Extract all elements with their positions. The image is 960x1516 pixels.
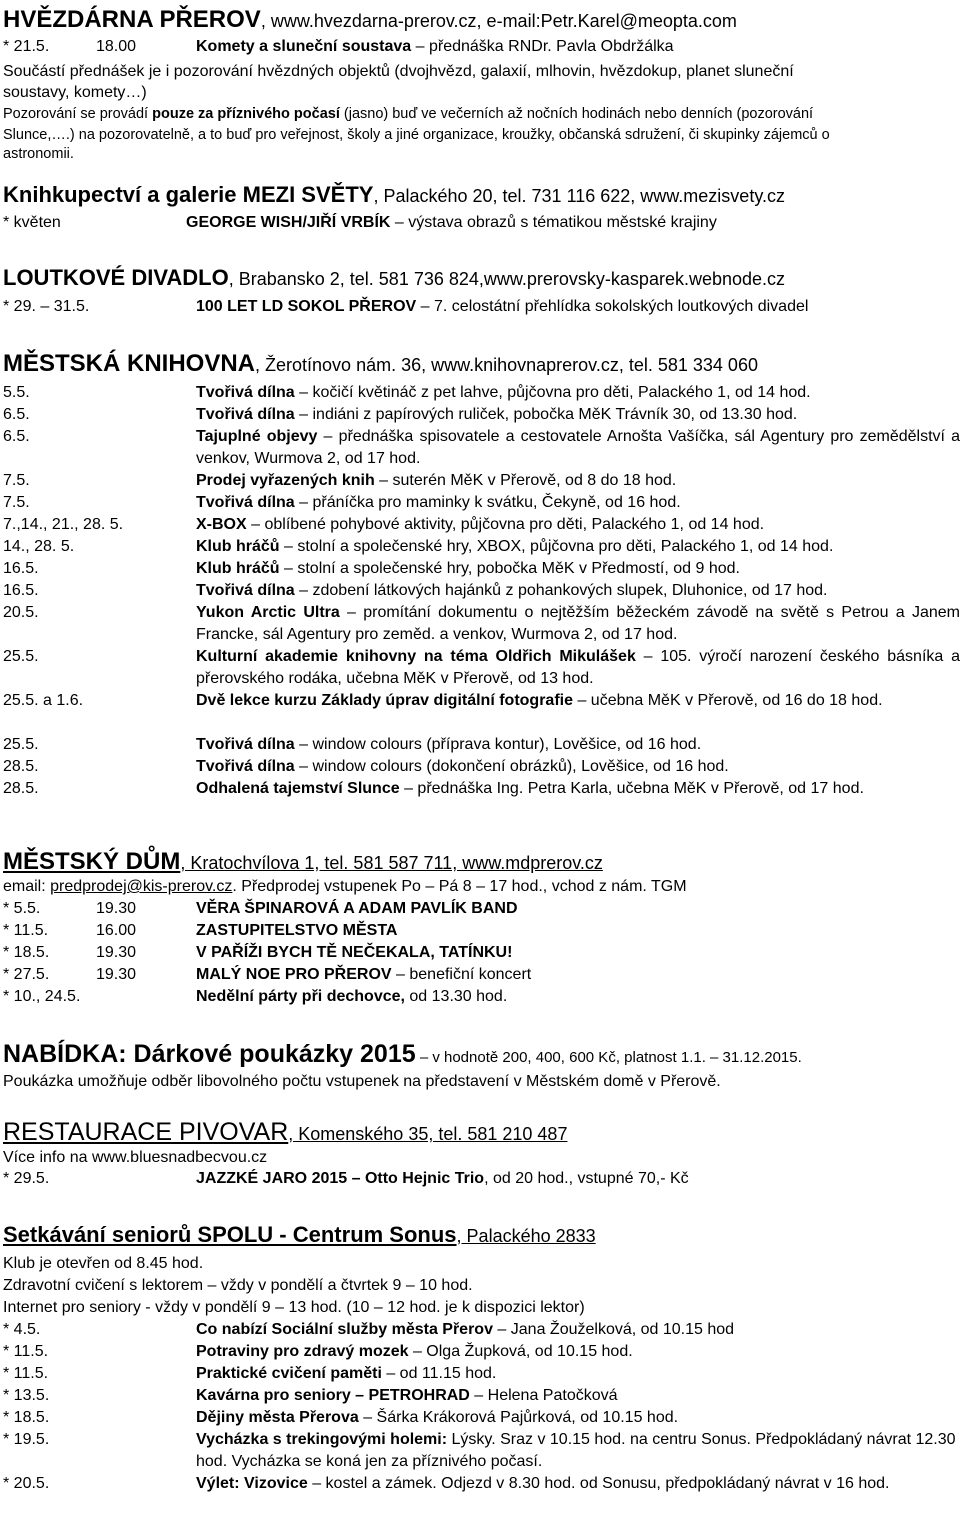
hvezdarna-line6: astronomii. xyxy=(3,146,74,162)
event-desc: – kočičí květináč z pet lahve, půjčovna pro děti, Palackého 1, od 14 hod. xyxy=(294,384,811,401)
event-title: Tvořivá dílna xyxy=(196,758,295,775)
event-date: 6.5. xyxy=(3,406,30,423)
event-text xyxy=(196,492,960,514)
spolu-name: Setkávání seniorů SPOLU - Centrum Sonus xyxy=(3,1222,457,1247)
event-text xyxy=(196,1385,960,1407)
event-time: 19.30 xyxy=(96,944,137,961)
event-title: Praktické cvičení paměti xyxy=(196,1365,382,1382)
hvezdarna-line2: Součástí přednášek je i pozorování hvězdných objektů (dvojhvězd, galaxií, mlhovin, hvězdokup, planet sluneční xyxy=(3,63,794,80)
event-desc: – 7. celostátní přehlídka sokolských loutkových divadel xyxy=(420,298,809,315)
event-title: X-BOX xyxy=(196,516,247,533)
event-date: 28.5. xyxy=(3,780,39,797)
event-title: Odhalená tajemství Slunce xyxy=(196,780,400,797)
event-date: 28.5. xyxy=(3,758,39,775)
nabidka-title: NABÍDKA: Dárkové poukázky 2015 xyxy=(3,1040,416,1068)
event-text xyxy=(196,514,960,536)
dum-contact: , Kratochvílova 1, tel. 581 587 711, www.mdprerov.cz xyxy=(180,853,603,873)
event-desc: – Olga Župková, od 10.15 hod. xyxy=(408,1343,633,1360)
event-text xyxy=(196,404,960,426)
list-item xyxy=(0,780,960,824)
restaurace-info: Více info na www.bluesnadbecvou.cz xyxy=(3,1149,268,1166)
event-text xyxy=(196,1319,960,1341)
event-title: Klub hráčů xyxy=(196,538,280,555)
dum-name: MĚSTSKÝ DŮM xyxy=(3,848,181,875)
list-item xyxy=(0,604,960,648)
dum-email-line: email: predprodej@kis-prerov.cz. Předprodej vstupenek Po – Pá 8 – 17 hod., vchod z nám. TGM xyxy=(3,878,687,895)
event-date: * 11.5. xyxy=(3,1343,49,1360)
list-item xyxy=(0,516,960,538)
event-desc: – window colours (dokončení obrázků), Lověšice, od 16 hod. xyxy=(294,758,729,775)
loutkove-name: LOUTKOVÉ DIVADLO xyxy=(3,265,229,290)
knihovna-name: MĚSTSKÁ KNIHOVNA xyxy=(3,350,256,377)
event-text xyxy=(196,580,960,602)
event-time: 19.30 xyxy=(96,900,137,917)
event-title: Prodej vyřazených knih xyxy=(196,472,375,489)
loutkove-contact: , Brabansko 2, tel. 581 736 824,www.prerovsky-kasparek.webnode.cz xyxy=(228,269,786,289)
event-date: 16.5. xyxy=(3,560,39,577)
event-date: * 11.5. xyxy=(3,1365,49,1382)
list-item xyxy=(0,1365,960,1385)
event-date: * 20.5. xyxy=(3,1475,50,1492)
event-text xyxy=(196,1407,960,1429)
event-desc: – kostel a zámek. Odjezd v 8.30 hod. od Sonusu, předpokládaný návrat v 16 hod. xyxy=(307,1475,890,1492)
event-title: 100 LET LD SOKOL PŘEROV xyxy=(196,298,417,315)
event-text xyxy=(196,646,960,690)
event-date: * 19.5. xyxy=(3,1431,50,1448)
hvezdarna-line3: soustavy, komety…) xyxy=(3,84,147,101)
event-text xyxy=(196,558,960,580)
event-date: * 21.5. xyxy=(3,38,50,55)
event-date: * květen xyxy=(3,214,61,231)
event-date: * 18.5. xyxy=(3,1409,50,1426)
dum-heading xyxy=(3,848,603,876)
event-time: 18.00 xyxy=(96,38,137,55)
event-title: Klub hráčů xyxy=(196,560,280,577)
event-desc: – stolní a společenské hry, pobočka MěK v Předmostí, od 9 hod. xyxy=(279,560,740,577)
list-item xyxy=(0,944,960,964)
event-desc: Lýsky. Sraz v 10.15 hod. na centru Sonus. Předpokládaný návrat 12.30 hod. Vycházka se koná jen za příznivého počasí. xyxy=(196,1431,956,1470)
event-title: Dvě lekce kurzu Základy úprav digitální fotografie xyxy=(196,692,573,709)
event-title: Nedělní párty při dechovce, xyxy=(196,988,405,1005)
list-item xyxy=(0,922,960,942)
list-item xyxy=(0,560,960,582)
event-date: 7.5. xyxy=(3,494,30,511)
event-date: * 5.5. xyxy=(3,900,41,917)
event-date: 20.5. xyxy=(3,604,39,621)
list-item xyxy=(0,1431,960,1470)
event-text xyxy=(196,966,531,984)
list-item xyxy=(0,1409,960,1429)
list-item xyxy=(0,648,960,692)
info-line: Klub je otevřen od 8.45 hod. xyxy=(3,1255,204,1272)
hvezdarna-line5: Slunce,….) na pozorovatelně, a to buď pro veřejnost, školy a jiné organizace, kroužky, občanská sdružení, či skupinky zájemců o xyxy=(3,127,830,143)
event-text xyxy=(196,382,960,404)
restaurace-contact: , Komenského 35, tel. 581 210 487 xyxy=(288,1124,568,1144)
event-desc: – suterén MěK v Přerově, od 8 do 18 hod. xyxy=(374,472,677,489)
event-text xyxy=(196,536,960,558)
nabidka-heading xyxy=(3,1040,802,1069)
event-date: 16.5. xyxy=(3,582,39,599)
loutkove-heading xyxy=(3,265,785,291)
event-date: * 27.5. xyxy=(3,966,50,983)
dum-email-link[interactable]: predprodej@kis-prerov.cz xyxy=(50,878,233,895)
event-title: Tvořivá dílna xyxy=(196,736,295,753)
list-item xyxy=(0,966,960,986)
list-item xyxy=(0,384,960,406)
event-title: Potraviny pro zdravý mozek xyxy=(196,1343,409,1360)
event-date: 7.5. xyxy=(3,472,30,489)
hvezdarna-heading xyxy=(3,6,737,34)
event-text xyxy=(196,1341,960,1363)
event-title: JAZZKÉ JARO 2015 – Otto Hejnic Trio xyxy=(196,1170,485,1187)
event-text xyxy=(196,470,960,492)
hvezdarna-contact: , www.hvezdarna-prerov.cz, e-mail:Petr.Karel@meopta.com xyxy=(260,11,737,31)
event-title: Vycházka s trekingovými holemi: xyxy=(196,1431,448,1448)
list-item xyxy=(0,1321,960,1341)
list-item xyxy=(0,428,960,472)
event-date: 25.5. xyxy=(3,648,39,665)
event-title: V PAŘÍŽI BYCH TĚ NEČEKALA, TATÍNKU! xyxy=(196,944,513,961)
event-date: 5.5. xyxy=(3,384,30,401)
nabidka-line2: Poukázka umožňuje odběr libovolného počtu vstupenek na představení v Městském domě v Přerově. xyxy=(3,1073,721,1090)
event-desc: – Jana Žouželková, od 10.15 hod xyxy=(492,1321,735,1338)
spolu-heading xyxy=(3,1222,596,1248)
event-text xyxy=(196,426,960,470)
event-title: Co nabízí Sociální služby města Přerov xyxy=(196,1321,493,1338)
event-desc: – window colours (příprava kontur), Lověšice, od 16 hod. xyxy=(294,736,702,753)
event-title: Tvořivá dílna xyxy=(196,406,295,423)
list-item xyxy=(0,406,960,428)
event-title: Tvořivá dílna xyxy=(196,494,295,511)
list-item xyxy=(0,758,960,780)
restaurace-event xyxy=(0,1170,960,1190)
mezi-event xyxy=(0,214,960,234)
event-title: Kavárna pro seniory – PETROHRAD xyxy=(196,1387,470,1404)
event-time: 16.00 xyxy=(96,922,137,939)
event-text xyxy=(196,778,960,800)
list-item xyxy=(0,582,960,604)
info-line: Internet pro seniory - vždy v pondělí 9 – 13 hod. (10 – 12 hod. je k dispozici lektor) xyxy=(3,1299,585,1316)
event-text xyxy=(196,900,518,918)
event-desc: – indiáni z papírových ruliček, pobočka MěK Trávník 30, od 13.30 hod. xyxy=(294,406,798,423)
event-desc: – stolní a společenské hry, XBOX, půjčovna pro děti, Palackého 1, od 14 hod. xyxy=(279,538,834,555)
event-title: Tvořivá dílna xyxy=(196,582,295,599)
event-desc: – Šárka Krákorová Pajůrková, od 10.15 hod. xyxy=(358,1409,679,1426)
spolu-contact: , Palackého 2833 xyxy=(456,1226,596,1246)
event-date: 7.,14., 21., 28. 5. xyxy=(3,516,124,533)
hvezdarna-name: HVĚZDÁRNA PŘEROV xyxy=(3,6,261,33)
event-desc: od 13.30 hod. xyxy=(404,988,508,1005)
mezi-heading xyxy=(3,182,785,208)
loutkove-event xyxy=(0,298,960,318)
event-text xyxy=(196,756,960,778)
event-date: 25.5. a 1.6. xyxy=(3,692,84,709)
mezi-name: Knihkupectví a galerie MEZI SVĚTY xyxy=(3,182,374,207)
event-time: 19.30 xyxy=(96,966,137,983)
event-desc: – zdobení látkových hajánků z pohankových slupek, Dluhonice, od 17 hod. xyxy=(294,582,828,599)
event-date: * 13.5. xyxy=(3,1387,50,1404)
list-item xyxy=(0,538,960,560)
list-item xyxy=(0,900,960,920)
event-date: * 10., 24.5. xyxy=(3,988,81,1005)
event-text xyxy=(196,1363,960,1385)
event-text xyxy=(196,690,960,712)
event-date: 14., 28. 5. xyxy=(3,538,75,555)
event-text xyxy=(196,734,960,756)
event-date: * 18.5. xyxy=(3,944,50,961)
event-title: VĚRA ŠPINAROVÁ A ADAM PAVLÍK BAND xyxy=(196,900,518,917)
list-item xyxy=(0,736,960,758)
event-title: MALÝ NOE PRO PŘEROV xyxy=(196,966,392,983)
event-desc: – přednáška RNDr. Pavla Obdržálka xyxy=(415,38,674,55)
knihovna-contact: , Žerotínovo nám. 36, www.knihovnaprerov.cz, tel. 581 334 060 xyxy=(255,355,758,375)
event-title: ZASTUPITELSTVO MĚSTA xyxy=(196,922,398,939)
event-text xyxy=(196,944,512,962)
event-date: * 29. – 31.5. xyxy=(3,298,90,315)
knihovna-heading xyxy=(3,350,758,378)
restaurace-name: RESTAURACE PIVOVAR xyxy=(3,1118,289,1146)
mezi-contact: , Palackého 20, tel. 731 116 622, www.mezisvety.cz xyxy=(373,186,785,206)
event-date: * 11.5. xyxy=(3,922,49,939)
event-desc: – promítání dokumentu o nejtěžším běžeckém závodě na světě s Petrou a Janem Francke, sál Agentury pro zeměd. a venkov, Wurmova 2, od 17 hod. xyxy=(196,604,960,643)
event-title: Yukon Arctic Ultra xyxy=(196,604,340,621)
nabidka-desc: – v hodnotě 200, 400, 600 Kč, platnost 1.1. – 31.12.2015. xyxy=(415,1049,802,1066)
event-date: 6.5. xyxy=(3,428,30,445)
event-desc: – výstava obrazů s tématikou městské krajiny xyxy=(394,214,717,231)
event-title: GEORGE WISH/JIŘÍ VRBÍK xyxy=(186,214,391,231)
list-item xyxy=(0,1475,960,1495)
hvezdarna-event xyxy=(0,38,960,58)
list-item xyxy=(0,1343,960,1363)
event-text xyxy=(196,1473,960,1495)
event-desc: – učebna MěK v Přerově, od 16 do 18 hod. xyxy=(573,692,883,709)
event-title: Tajuplné objevy xyxy=(196,428,318,445)
event-date: * 29.5. xyxy=(3,1170,50,1187)
event-desc: – 105. výročí narození českého básníka a přerovského rodáka, učebna MěK v Přerově, od 13 hod. xyxy=(196,648,960,687)
event-desc: – Helena Patočková xyxy=(469,1387,618,1404)
event-title: Dějiny města Přerova xyxy=(196,1409,359,1426)
restaurace-heading xyxy=(3,1118,567,1147)
event-text xyxy=(196,1429,960,1473)
event-desc: , od 20 hod., vstupné 70,- Kč xyxy=(484,1170,689,1187)
event-desc: – benefiční koncert xyxy=(391,966,532,983)
event-date: * 4.5. xyxy=(3,1321,41,1338)
list-item xyxy=(0,494,960,516)
dum-sunday-event xyxy=(0,988,960,1008)
info-line: Zdravotní cvičení s lektorem – vždy v pondělí a čtvrtek 9 – 10 hod. xyxy=(3,1277,473,1294)
event-title: Tvořivá dílna xyxy=(196,384,295,401)
list-item xyxy=(0,1387,960,1407)
event-desc: – přáníčka pro maminky k svátku, Čekyně, od 16 hod. xyxy=(294,494,681,511)
event-title: Výlet: Vizovice xyxy=(196,1475,308,1492)
event-desc: – oblíbené pohybové aktivity, půjčovna pro děti, Palackého 1, od 14 hod. xyxy=(246,516,765,533)
event-text xyxy=(196,922,397,940)
event-desc: – od 11.15 hod. xyxy=(381,1365,497,1382)
list-item xyxy=(0,692,960,736)
event-title: Komety a sluneční soustava xyxy=(196,38,412,55)
event-desc: – přednáška Ing. Petra Karla, učebna MěK v Přerově, od 17 hod. xyxy=(399,780,864,797)
hvezdarna-line4: Pozorování se provádí pouze za příznivého počasí (jasno) buď ve večerních až nočních hodinách nebo denních (pozorování xyxy=(3,106,814,122)
list-item xyxy=(0,472,960,494)
event-desc: – přednáška spisovatele a cestovatele Arnošta Vašíčka, sál Agentury pro zemědělství a venkov, Wurmova 2, od 17 hod. xyxy=(196,428,960,467)
event-date: 25.5. xyxy=(3,736,39,753)
event-text xyxy=(196,602,960,646)
event-title: Kulturní akademie knihovny na téma Oldřich Mikulášek xyxy=(196,648,636,665)
